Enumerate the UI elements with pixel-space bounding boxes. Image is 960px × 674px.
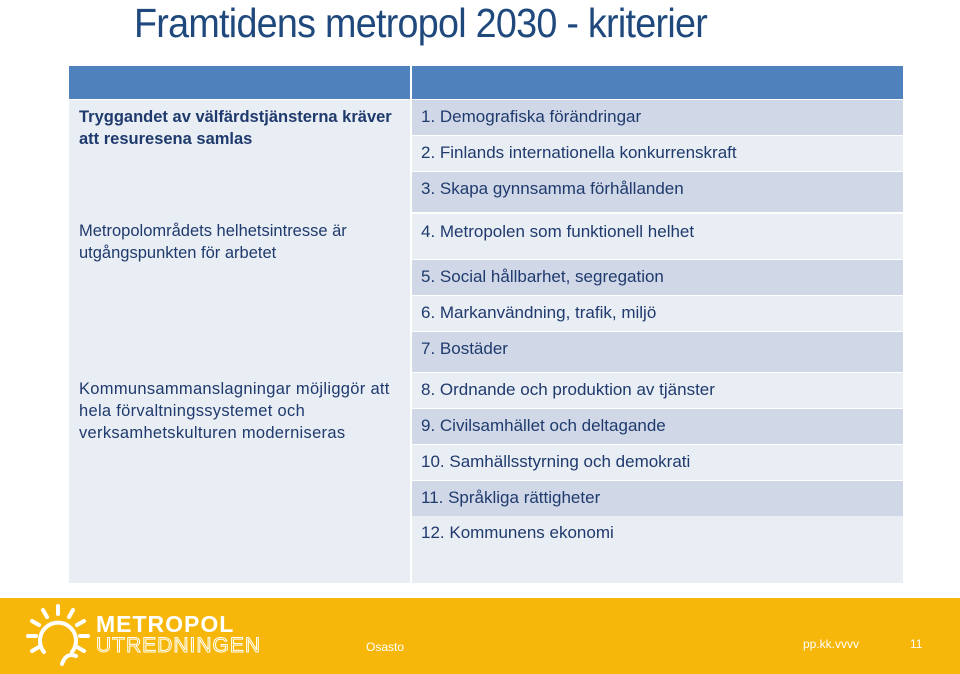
criterion-text: 11. Språkliga rättigheter	[421, 488, 601, 507]
criterion-row	[412, 100, 903, 135]
criterion-text: 12. Kommunens ekonomi	[421, 523, 614, 542]
criterion-row	[412, 136, 903, 171]
criterion-row	[412, 332, 903, 372]
criterion-row	[412, 296, 903, 331]
criterion-text: 8. Ordnande och produktion av tjänster	[421, 380, 715, 399]
left-group-2: Metropolområdets helhetsintresse är utgångspunkten för arbetet	[79, 222, 347, 262]
criterion-text: 9. Civilsamhället och deltagande	[421, 416, 666, 435]
criterion-row	[412, 409, 903, 444]
criteria-column-fill	[412, 550, 903, 583]
left-group-1: Tryggandet av välfärdstjänsterna kräver att resuresena samlas	[79, 108, 392, 148]
criterion-row	[412, 373, 903, 408]
criterion-text: 10. Samhällsstyrning och demokrati	[421, 452, 691, 471]
criterion-row	[412, 260, 903, 295]
logo-text-top: METROPOL	[96, 611, 235, 637]
criterion-text: 4. Metropolen som funktionell helhet	[421, 222, 695, 241]
page-number: 11	[910, 637, 923, 651]
table-header-right	[412, 66, 903, 99]
criterion-row	[412, 172, 903, 212]
left-group-3: Kommunsammanslagningar möjliggör att hela förvaltningssystemet och verksamhetskulturen moderniseras	[79, 380, 390, 442]
criterion-row	[412, 516, 903, 551]
criterion-text: 6. Markanvändning, trafik, miljö	[421, 303, 657, 322]
criterion-text: 5. Social hållbarhet, segregation	[421, 267, 664, 286]
criterion-text: 1. Demografiska förändringar	[421, 107, 642, 126]
sun-logo-icon	[26, 604, 90, 668]
criterion-text: 3. Skapa gynnsamma förhållanden	[421, 179, 684, 198]
criterion-row	[412, 214, 903, 259]
table-header-left	[69, 66, 410, 99]
criterion-text: 7. Bostäder	[421, 339, 508, 358]
criterion-row	[412, 445, 903, 480]
criterion-row	[412, 481, 903, 516]
criterion-text: 2. Finlands internationella konkurrenskraft	[421, 143, 737, 162]
slide-title: Framtidens metropol 2030 - kriterier	[134, 0, 708, 46]
footer-section: Osasto	[366, 640, 405, 654]
left-column	[69, 100, 410, 583]
footer-date: pp.kk.vvvv	[803, 637, 860, 651]
logo-text-bottom: UTREDNINGEN	[96, 634, 262, 657]
